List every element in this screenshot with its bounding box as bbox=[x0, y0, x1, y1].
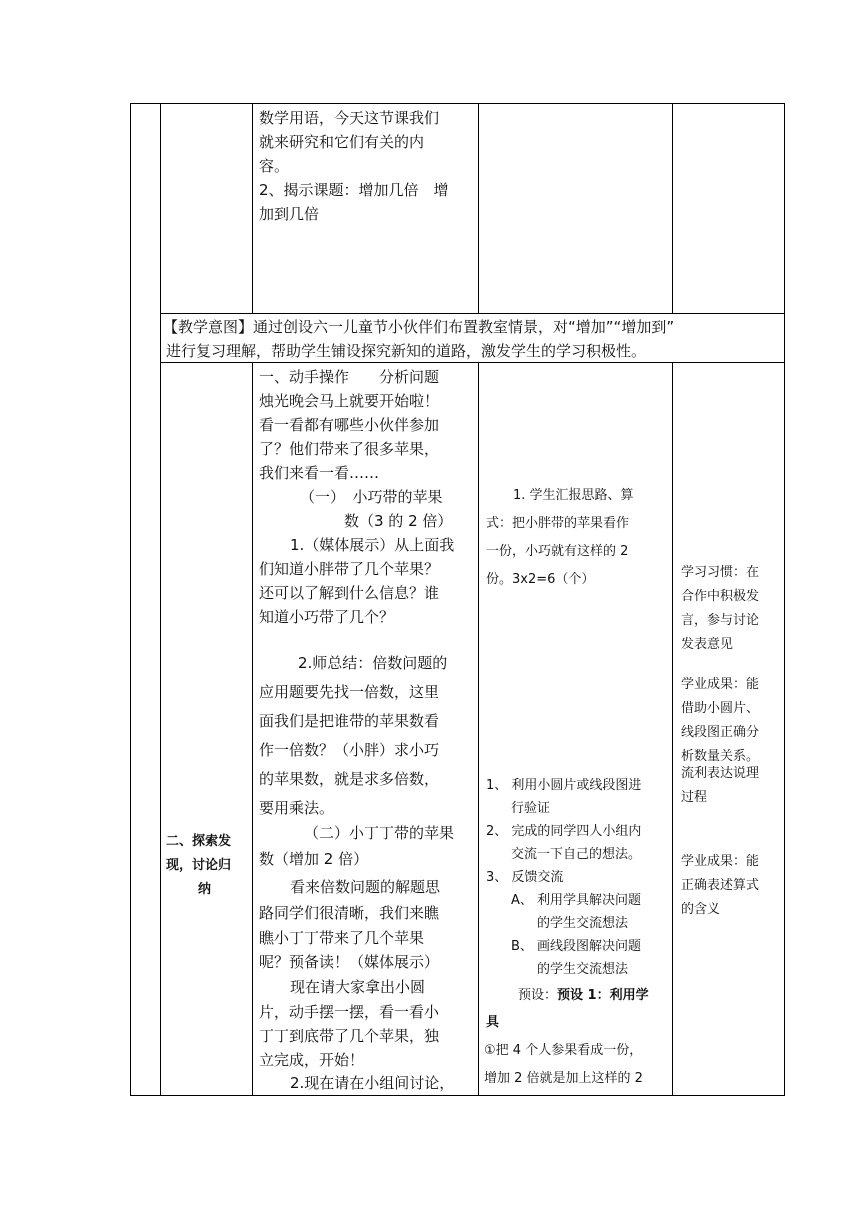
text-line: 看来倍数问题的解题思 bbox=[290, 878, 441, 896]
text-line: 路同学们很清晰，我们来瞧 bbox=[259, 904, 440, 922]
text-line: B、 画线段图解决问题 bbox=[511, 939, 642, 954]
text-line: 了？他们带来了很多苹果， bbox=[259, 440, 440, 458]
table-bottom-border bbox=[130, 1095, 785, 1096]
stage-label: 二、探索发 bbox=[166, 834, 232, 849]
text-line: 烛光晚会马上就要开始啦！ bbox=[259, 392, 440, 410]
text-line: 呢？预备读！（媒体展示） bbox=[259, 953, 440, 971]
text-line: 还可以了解到什么信息？谁 bbox=[259, 584, 440, 602]
text-line: 过程 bbox=[681, 790, 708, 805]
text-line: 应用题要先找一倍数，这里 bbox=[259, 683, 440, 701]
stage-label: 纳 bbox=[198, 882, 212, 897]
border-col-3a bbox=[478, 103, 479, 313]
text-line: 一份，小巧就有这样的 2 bbox=[486, 544, 629, 559]
text-line: 言，参与讨论 bbox=[681, 613, 760, 628]
preset-title-cont: 具 bbox=[486, 1015, 500, 1030]
text-line: 就来研究和它们有关的内 bbox=[259, 133, 425, 151]
border-col-3b bbox=[478, 362, 479, 1096]
text-line: 线段图正确分 bbox=[681, 725, 760, 740]
text-line: 发表意见 bbox=[681, 637, 734, 652]
text-line: 加到几倍 bbox=[259, 205, 320, 223]
preset-title: 预设 1：利用学 bbox=[557, 988, 649, 1003]
text-line: 数（增加 2 倍） bbox=[259, 850, 369, 868]
text-line: 学习习惯：在 bbox=[681, 565, 760, 580]
text-line: 的苹果数，就是求多倍数， bbox=[259, 770, 440, 788]
text-line: 流利表达说理 bbox=[681, 766, 760, 781]
text-line: 合作中积极发 bbox=[681, 589, 760, 604]
text-line: 3、 反馈交流 bbox=[486, 870, 564, 885]
text-line: A、 利用学具解决问题 bbox=[511, 893, 642, 908]
text-line: 瞧小丁丁带来了几个苹果 bbox=[259, 929, 425, 947]
text-line: 2.师总结：倍数问题的 bbox=[298, 654, 448, 672]
text-line: 学业成果：能 bbox=[681, 854, 760, 869]
text-line: 们知道小胖带了几个苹果？ bbox=[259, 560, 440, 578]
text-line: （二）小丁丁带的苹果 bbox=[304, 824, 455, 842]
text-line: 析数量关系。 bbox=[681, 749, 760, 764]
row-divider-1 bbox=[160, 313, 785, 314]
text-line: 数学用语，今天这节课我们 bbox=[259, 109, 440, 127]
text-line: 片，动手摆一摆，看一看小 bbox=[259, 1003, 440, 1021]
text-line: 看一看都有哪些小伙伴参加 bbox=[259, 416, 440, 434]
text-line: 交流一下自己的想法。 bbox=[511, 847, 642, 862]
preset-line bbox=[518, 984, 649, 1008]
text-line: 2、 完成的同学四人小组内 bbox=[486, 824, 642, 839]
text-line: 份。3x2=6（个） bbox=[486, 572, 595, 587]
text-line: 的学生交流想法 bbox=[537, 962, 629, 977]
text-line: 现在请大家拿出小圆 bbox=[290, 978, 426, 996]
border-col-4a bbox=[672, 103, 673, 313]
border-col-2b bbox=[252, 362, 253, 1096]
border-left bbox=[130, 103, 131, 1096]
text-line: 作一倍数？（小胖）求小巧 bbox=[259, 741, 440, 759]
border-col-2a bbox=[252, 103, 253, 313]
text-line: 借助小圆片、 bbox=[681, 701, 760, 716]
text-line: 增加 2 倍就是加上这样的 2 bbox=[484, 1071, 643, 1086]
stage-label: 现，讨论归 bbox=[166, 858, 232, 873]
border-right bbox=[784, 103, 785, 1096]
intent-line: 【教学意图】通过创设六一儿童节小伙伴们布置教室情景，对“增加”“增加到” bbox=[163, 318, 675, 336]
text-line: 立完成，开始！ bbox=[259, 1051, 365, 1069]
text-line: 式：把小胖带的苹果看作 bbox=[486, 516, 630, 531]
table-top-border bbox=[130, 103, 785, 104]
text-line: 要用乘法。 bbox=[259, 799, 335, 817]
border-col-4b bbox=[672, 362, 673, 1096]
border-col-1 bbox=[160, 103, 161, 1096]
text-line: 数（3 的 2 倍） bbox=[344, 512, 453, 530]
text-line: 容。 bbox=[259, 157, 290, 175]
text-line: 2.现在请在小组间讨论， bbox=[290, 1074, 455, 1092]
text-line: 1.（媒体展示）从上面我 bbox=[290, 536, 455, 554]
text-line: 知道小巧带了几个？ bbox=[259, 608, 395, 626]
preset-label: 预设： bbox=[518, 988, 558, 1003]
text-line: 2、揭示课题：增加几倍 增 bbox=[259, 181, 449, 199]
text-line: 我们来看一看…… bbox=[259, 464, 380, 482]
text-line: 面我们是把谁带的苹果数看 bbox=[259, 712, 440, 730]
text-line: 丁丁到底带了几个苹果，独 bbox=[259, 1027, 440, 1045]
text-line: ①把 4 个人参果看成一份， bbox=[484, 1043, 643, 1058]
text-line: 的含义 bbox=[681, 902, 721, 917]
text-line: 1. 学生汇报思路、算 bbox=[513, 488, 634, 503]
text-line: （一） 小巧带的苹果 bbox=[300, 488, 443, 506]
text-line: 学业成果：能 bbox=[681, 677, 760, 692]
text-line: 正确表述算式 bbox=[681, 878, 760, 893]
text-line: 行验证 bbox=[511, 801, 551, 816]
intent-line: 进行复习理解，帮助学生铺设探究新知的道路，激发学生的学习积极性。 bbox=[166, 342, 647, 360]
text-line: 的学生交流想法 bbox=[537, 916, 629, 931]
text-line: 一、动手操作 分析问题 bbox=[259, 368, 440, 386]
text-line: 1、 利用小圆片或线段图进 bbox=[486, 778, 642, 793]
